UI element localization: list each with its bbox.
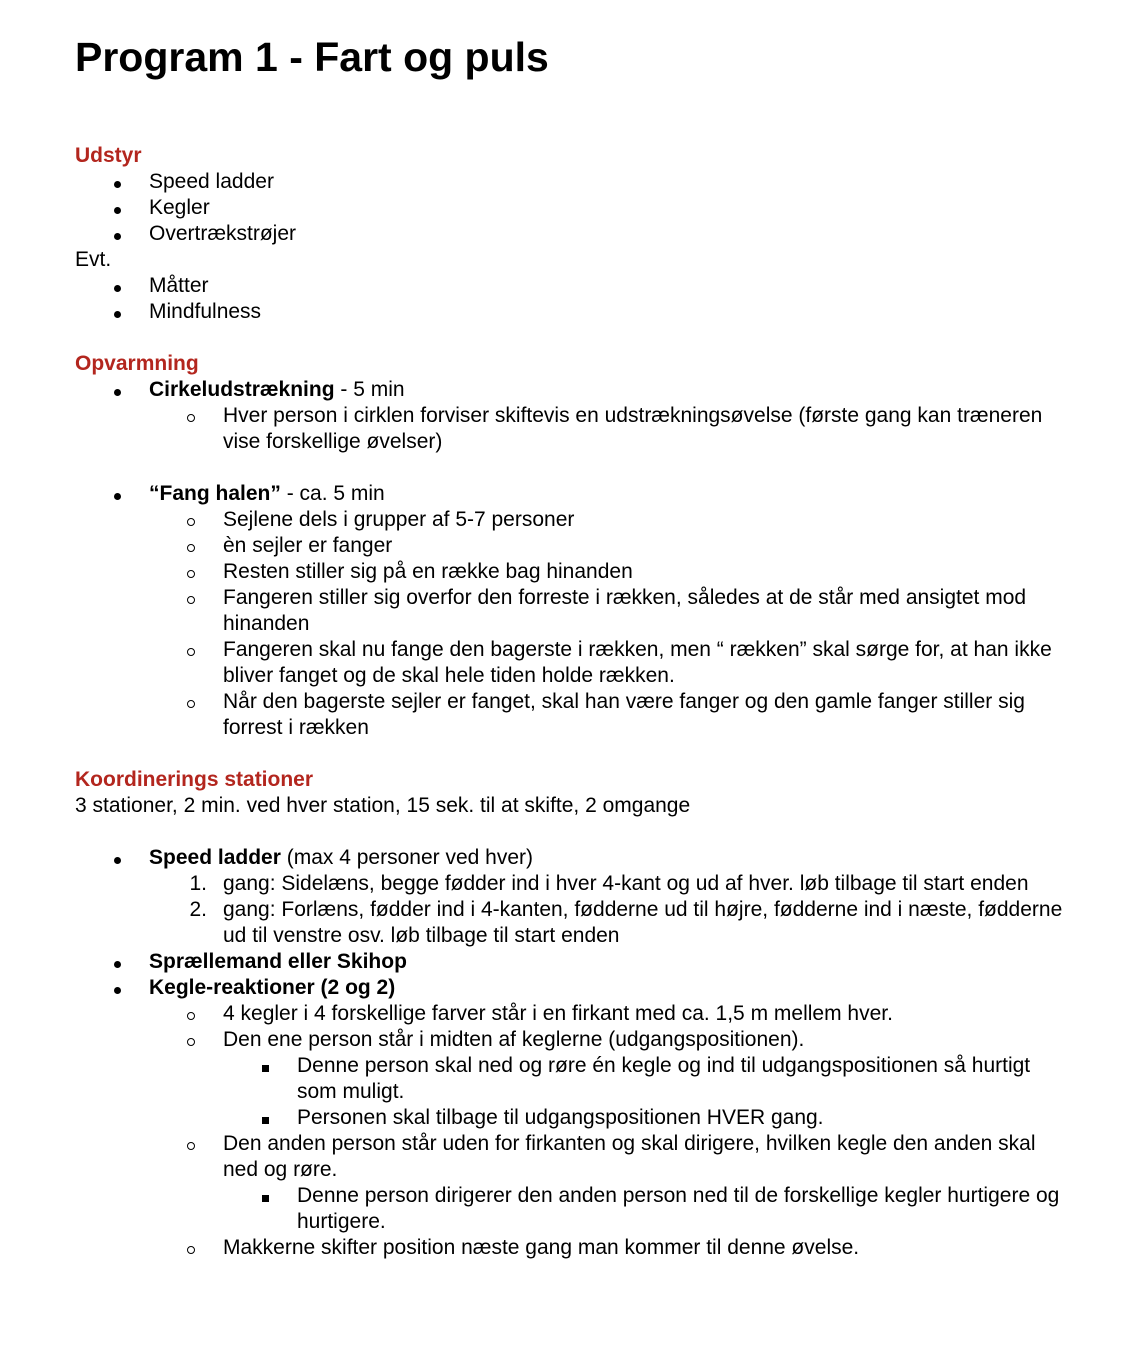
list-item: Overtrækstrøjer — [75, 221, 1065, 247]
circle-bullet-icon — [187, 596, 195, 604]
circle-bullet-icon — [187, 1142, 195, 1150]
evt-label: Evt. — [75, 248, 112, 271]
exercise-cirkeludstraekning: Cirkeludstrækning - 5 min — [75, 377, 1065, 403]
exercise-spraellemand: Sprællemand eller Skihop — [75, 949, 1065, 975]
circle-bullet-icon — [187, 700, 195, 708]
list-subsubitem: Denne person dirigerer den anden person ned til de forskellige kegler hurtigere og hurtigere. — [75, 1183, 1065, 1235]
bullet-icon — [114, 389, 121, 396]
bullet-icon — [114, 233, 121, 240]
numbered-item: 2. gang: Forlæns, fødder ind i 4-kanten, fødderne ud til højre, fødderne ind i næste, fødderne ud til venstre osv. løb tilbage til start enden — [189, 898, 1063, 947]
circle-bullet-icon — [187, 544, 195, 552]
list-subitem: Den anden person står uden for firkanten og skal dirigere, hvilken kegle den anden skal ned og røre. — [75, 1131, 1065, 1183]
list-subitem: Fangeren stiller sig overfor den forreste i rækken, således at de står med ansigtet mod hinanden — [75, 585, 1065, 637]
numbered-item: 1. gang: Sidelæns, begge fødder ind i hver 4-kant og ud af hver. løb tilbage til start enden — [189, 872, 1029, 895]
circle-bullet-icon — [187, 518, 195, 526]
section-heading-udstyr: Udstyr — [75, 144, 142, 167]
circle-bullet-icon — [187, 1012, 195, 1020]
circle-bullet-icon — [187, 570, 195, 578]
square-bullet-icon — [262, 1065, 269, 1072]
bullet-icon — [114, 987, 121, 994]
square-bullet-icon — [262, 1195, 269, 1202]
list-item: Kegler — [75, 195, 1065, 221]
bullet-icon — [114, 181, 121, 188]
list-subsubitem: Denne person skal ned og røre én kegle og ind til udgangspositionen så hurtigt som muligt. — [75, 1053, 1065, 1105]
square-bullet-icon — [262, 1117, 269, 1124]
list-subitem: Resten stiller sig på en række bag hinanden — [75, 559, 1065, 585]
exercise-fang-halen: “Fang halen” - ca. 5 min — [75, 481, 1065, 507]
list-subitem: Hver person i cirklen forviser skiftevis en udstrækningsøvelse (første gang kan træneren vise forskellige øvelser) — [75, 403, 1065, 455]
bullet-icon — [114, 961, 121, 968]
list-item: Speed ladder — [75, 169, 1065, 195]
list-subitem: Sejlene dels i grupper af 5-7 personer — [75, 507, 1065, 533]
list-subitem: èn sejler er fanger — [75, 533, 1065, 559]
bullet-icon — [114, 493, 121, 500]
list-subsubitem: Personen skal tilbage til udgangspositionen HVER gang. — [75, 1105, 1065, 1131]
list-subitem: Den ene person står i midten af keglerne (udgangspositionen). — [75, 1027, 1065, 1053]
section-heading-opvarmning: Opvarmning — [75, 352, 199, 375]
list-subitem: Makkerne skifter position næste gang man kommer til denne øvelse. — [75, 1235, 1065, 1261]
station-intro: 3 stationer, 2 min. ved hver station, 15 sek. til at skifte, 2 omgange — [75, 794, 691, 817]
page-title: Program 1 - Fart og puls — [75, 34, 549, 80]
list-item: Mindfulness — [75, 299, 1065, 325]
list-subitem: Når den bagerste sejler er fanget, skal han være fanger og den gamle fanger stiller sig forrest i rækken — [75, 689, 1065, 741]
circle-bullet-icon — [187, 1038, 195, 1046]
section-heading-koordinering: Koordinerings stationer — [75, 768, 314, 791]
bullet-icon — [114, 207, 121, 214]
list-item: Måtter — [75, 273, 1065, 299]
circle-bullet-icon — [187, 1246, 195, 1254]
document-page — [75, 28, 1065, 1261]
list-subitem: Fangeren skal nu fange den bagerste i rækken, men “ rækken” skal sørge for, at han ikke bliver fanget og de skal hele tiden holde rækken. — [75, 637, 1065, 689]
circle-bullet-icon — [187, 648, 195, 656]
list-subitem: 4 kegler i 4 forskellige farver står i en firkant med ca. 1,5 m mellem hver. — [75, 1001, 1065, 1027]
bullet-icon — [114, 285, 121, 292]
exercise-kegle-reaktioner: Kegle-reaktioner (2 og 2) — [75, 975, 1065, 1001]
exercise-speed-ladder: Speed ladder (max 4 personer ved hver) — [75, 845, 1065, 871]
circle-bullet-icon — [187, 414, 195, 422]
bullet-icon — [114, 311, 121, 318]
bullet-icon — [114, 857, 121, 864]
